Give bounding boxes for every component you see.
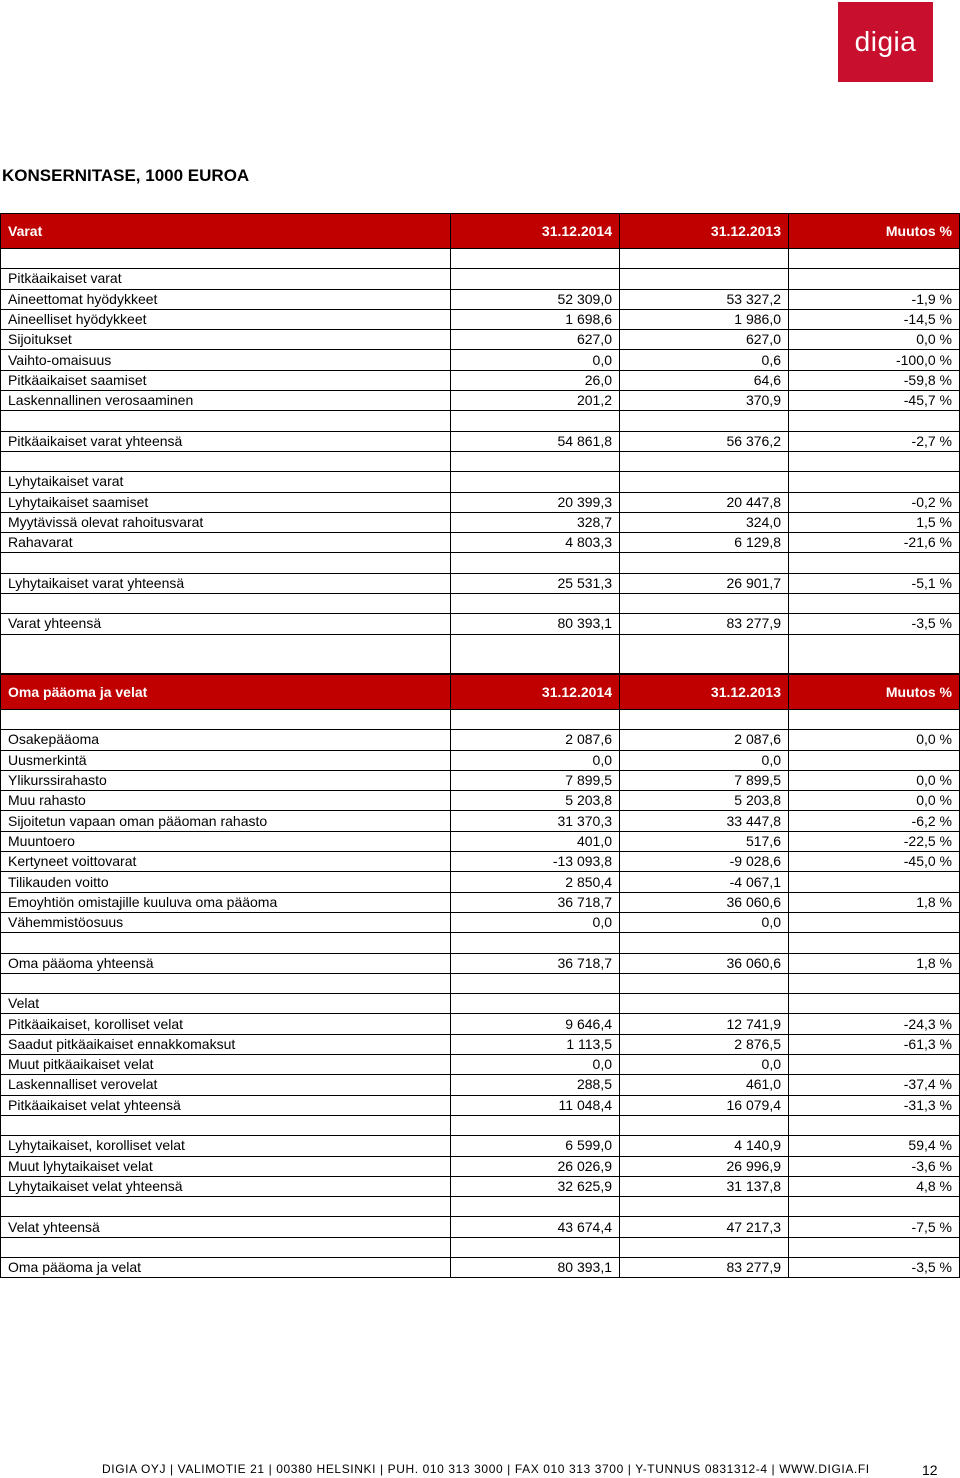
row-value bbox=[451, 451, 620, 471]
row-value: -9 028,6 bbox=[620, 852, 789, 872]
row-value: 0,0 bbox=[620, 912, 789, 932]
row-label bbox=[1, 553, 451, 573]
row-value: 0,6 bbox=[620, 350, 789, 370]
table-row bbox=[1, 370, 960, 390]
row-label bbox=[1, 451, 451, 471]
table-row bbox=[1, 269, 960, 289]
row-label: Muuntoero bbox=[1, 831, 451, 851]
row-value bbox=[620, 973, 789, 993]
table-row bbox=[1, 594, 960, 614]
row-value bbox=[789, 973, 960, 993]
row-value: 36 060,6 bbox=[620, 892, 789, 912]
table-row bbox=[1, 512, 960, 532]
table-row bbox=[1, 852, 960, 872]
row-label: Pitkäaikaiset varat bbox=[1, 269, 451, 289]
row-value: 0,0 bbox=[620, 750, 789, 770]
table-row bbox=[1, 1055, 960, 1075]
row-value: 0,0 % bbox=[789, 730, 960, 750]
row-value: 9 646,4 bbox=[451, 1014, 620, 1034]
row-label: Osakepääoma bbox=[1, 730, 451, 750]
row-label bbox=[1, 933, 451, 953]
row-value: 56 376,2 bbox=[620, 431, 789, 451]
table-row bbox=[1, 811, 960, 831]
table-row bbox=[1, 1095, 960, 1115]
row-value: 43 674,4 bbox=[451, 1217, 620, 1237]
table-row bbox=[1, 431, 960, 451]
row-value: 7 899,5 bbox=[451, 770, 620, 790]
table-row bbox=[1, 533, 960, 553]
row-value: 32 625,9 bbox=[451, 1176, 620, 1196]
row-value bbox=[451, 269, 620, 289]
equity-header-cell: Muutos % bbox=[789, 675, 960, 710]
row-value: -5,1 % bbox=[789, 573, 960, 593]
row-value: 7 899,5 bbox=[620, 770, 789, 790]
row-value bbox=[451, 411, 620, 431]
row-value bbox=[789, 1055, 960, 1075]
row-value: -31,3 % bbox=[789, 1095, 960, 1115]
row-value bbox=[620, 472, 789, 492]
row-label: Lyhytaikaiset, korolliset velat bbox=[1, 1136, 451, 1156]
row-value: 0,0 % bbox=[789, 791, 960, 811]
equity-header-cell: Oma pääoma ja velat bbox=[1, 675, 451, 710]
row-label bbox=[1, 973, 451, 993]
row-value: 36 718,7 bbox=[451, 953, 620, 973]
row-value: -3,6 % bbox=[789, 1156, 960, 1176]
row-label: Uusmerkintä bbox=[1, 750, 451, 770]
row-value bbox=[789, 1197, 960, 1217]
row-label: Lyhytaikaiset varat bbox=[1, 472, 451, 492]
row-label: Saadut pitkäaikaiset ennakkomaksut bbox=[1, 1034, 451, 1054]
page-number: 12 bbox=[922, 1462, 938, 1478]
row-value: 401,0 bbox=[451, 831, 620, 851]
row-value bbox=[789, 451, 960, 471]
row-value bbox=[789, 269, 960, 289]
row-label: Emoyhtiön omistajille kuuluva oma pääoma bbox=[1, 892, 451, 912]
row-value: 2 850,4 bbox=[451, 872, 620, 892]
row-label: Lyhytaikaiset saamiset bbox=[1, 492, 451, 512]
logo-text: digia bbox=[854, 26, 917, 57]
row-value: -6,2 % bbox=[789, 811, 960, 831]
row-value: -45,0 % bbox=[789, 852, 960, 872]
row-value bbox=[789, 750, 960, 770]
row-value: 26 026,9 bbox=[451, 1156, 620, 1176]
table-row bbox=[1, 1237, 960, 1257]
row-value: -100,0 % bbox=[789, 350, 960, 370]
table-row bbox=[1, 391, 960, 411]
table-row bbox=[1, 1217, 960, 1237]
row-value bbox=[451, 1197, 620, 1217]
equity-header-row bbox=[1, 675, 960, 710]
row-label bbox=[1, 1115, 451, 1135]
row-value: 328,7 bbox=[451, 512, 620, 532]
row-label: Rahavarat bbox=[1, 533, 451, 553]
row-value: 16 079,4 bbox=[620, 1095, 789, 1115]
row-value: 54 861,8 bbox=[451, 431, 620, 451]
digia-logo bbox=[838, 2, 933, 82]
assets-header-cell: Muutos % bbox=[789, 214, 960, 249]
row-value: 59,4 % bbox=[789, 1136, 960, 1156]
row-value bbox=[620, 933, 789, 953]
row-value: 0,0 bbox=[451, 350, 620, 370]
row-value: 201,2 bbox=[451, 391, 620, 411]
row-label: Kertyneet voittovarat bbox=[1, 852, 451, 872]
row-label: Vähemmistöosuus bbox=[1, 912, 451, 932]
row-value: 6 599,0 bbox=[451, 1136, 620, 1156]
assets-header-cell: 31.12.2013 bbox=[620, 214, 789, 249]
row-value: -0,2 % bbox=[789, 492, 960, 512]
row-value bbox=[620, 411, 789, 431]
row-value: 2 087,6 bbox=[451, 730, 620, 750]
row-value bbox=[620, 1197, 789, 1217]
row-value: 26 996,9 bbox=[620, 1156, 789, 1176]
row-label: Aineelliset hyödykkeet bbox=[1, 309, 451, 329]
row-value bbox=[451, 1115, 620, 1135]
row-value bbox=[789, 1237, 960, 1257]
row-label: Pitkäaikaiset, korolliset velat bbox=[1, 1014, 451, 1034]
table-row bbox=[1, 309, 960, 329]
table-row bbox=[1, 831, 960, 851]
row-value: 1,8 % bbox=[789, 892, 960, 912]
row-value: 1 113,5 bbox=[451, 1034, 620, 1054]
row-value: 52 309,0 bbox=[451, 289, 620, 309]
row-value: 1 986,0 bbox=[620, 309, 789, 329]
row-value: 4,8 % bbox=[789, 1176, 960, 1196]
row-value bbox=[620, 1237, 789, 1257]
row-value: -21,6 % bbox=[789, 533, 960, 553]
row-label: Muut pitkäaikaiset velat bbox=[1, 1055, 451, 1075]
row-value: 83 277,9 bbox=[620, 614, 789, 634]
row-value: 83 277,9 bbox=[620, 1258, 789, 1278]
row-label: Sijoitetun vapaan oman pääoman rahasto bbox=[1, 811, 451, 831]
row-value: -1,9 % bbox=[789, 289, 960, 309]
row-value: -22,5 % bbox=[789, 831, 960, 851]
spacer-row bbox=[1, 710, 960, 730]
row-value: 20 399,3 bbox=[451, 492, 620, 512]
row-value: 5 203,8 bbox=[620, 791, 789, 811]
table-row bbox=[1, 730, 960, 750]
row-value bbox=[451, 594, 620, 614]
row-value bbox=[789, 553, 960, 573]
row-value: -13 093,8 bbox=[451, 852, 620, 872]
table-row bbox=[1, 1014, 960, 1034]
row-label bbox=[1, 1237, 451, 1257]
table-row bbox=[1, 411, 960, 431]
row-value: -3,5 % bbox=[789, 614, 960, 634]
row-value: 0,0 % bbox=[789, 770, 960, 790]
row-value bbox=[620, 1115, 789, 1135]
assets-header-cell: Varat bbox=[1, 214, 451, 249]
row-value bbox=[789, 933, 960, 953]
table-row bbox=[1, 289, 960, 309]
equity-liabilities-table bbox=[0, 674, 960, 1278]
row-value: 0,0 % bbox=[789, 330, 960, 350]
row-value bbox=[620, 269, 789, 289]
row-value: 20 447,8 bbox=[620, 492, 789, 512]
row-label: Pitkäaikaiset velat yhteensä bbox=[1, 1095, 451, 1115]
row-value: 0,0 bbox=[620, 1055, 789, 1075]
table-row bbox=[1, 1258, 960, 1278]
page-title: KONSERNITASE, 1000 EUROA bbox=[2, 166, 250, 185]
table-row bbox=[1, 892, 960, 912]
row-label: Oma pääoma yhteensä bbox=[1, 953, 451, 973]
table-row bbox=[1, 1115, 960, 1135]
row-value bbox=[451, 994, 620, 1014]
row-value: 26 901,7 bbox=[620, 573, 789, 593]
row-label: Oma pääoma ja velat bbox=[1, 1258, 451, 1278]
row-value: 11 048,4 bbox=[451, 1095, 620, 1115]
row-label: Aineettomat hyödykkeet bbox=[1, 289, 451, 309]
row-value: -45,7 % bbox=[789, 391, 960, 411]
row-value: 36 060,6 bbox=[620, 953, 789, 973]
table-row bbox=[1, 472, 960, 492]
row-value: -14,5 % bbox=[789, 309, 960, 329]
row-value: 26,0 bbox=[451, 370, 620, 390]
table-row bbox=[1, 953, 960, 973]
row-label bbox=[1, 594, 451, 614]
row-value: 4 140,9 bbox=[620, 1136, 789, 1156]
row-value bbox=[620, 594, 789, 614]
row-label: Lyhytaikaiset varat yhteensä bbox=[1, 573, 451, 593]
table-row bbox=[1, 492, 960, 512]
row-label bbox=[1, 411, 451, 431]
row-value bbox=[451, 973, 620, 993]
row-value: 80 393,1 bbox=[451, 1258, 620, 1278]
table-row bbox=[1, 1156, 960, 1176]
row-value: -61,3 % bbox=[789, 1034, 960, 1054]
table-row bbox=[1, 1197, 960, 1217]
row-value: 25 531,3 bbox=[451, 573, 620, 593]
assets-header-row bbox=[1, 214, 960, 249]
row-label: Ylikurssirahasto bbox=[1, 770, 451, 790]
row-label: Varat yhteensä bbox=[1, 614, 451, 634]
row-value: -7,5 % bbox=[789, 1217, 960, 1237]
row-value: 627,0 bbox=[620, 330, 789, 350]
row-label bbox=[1, 1197, 451, 1217]
row-value: 627,0 bbox=[451, 330, 620, 350]
row-value bbox=[789, 872, 960, 892]
row-label: Velat bbox=[1, 994, 451, 1014]
row-value bbox=[620, 994, 789, 1014]
row-value: 5 203,8 bbox=[451, 791, 620, 811]
row-value: -4 067,1 bbox=[620, 872, 789, 892]
row-value: 2 087,6 bbox=[620, 730, 789, 750]
assets-table bbox=[0, 213, 960, 674]
row-value: 461,0 bbox=[620, 1075, 789, 1095]
row-label: Vaihto-omaisuus bbox=[1, 350, 451, 370]
row-label: Sijoitukset bbox=[1, 330, 451, 350]
equity-header-cell: 31.12.2013 bbox=[620, 675, 789, 710]
table-row bbox=[1, 791, 960, 811]
table-row bbox=[1, 573, 960, 593]
row-value: 0,0 bbox=[451, 750, 620, 770]
row-label: Muu rahasto bbox=[1, 791, 451, 811]
table-row bbox=[1, 330, 960, 350]
row-value: -37,4 % bbox=[789, 1075, 960, 1095]
row-value: 33 447,8 bbox=[620, 811, 789, 831]
row-value: 1,5 % bbox=[789, 512, 960, 532]
table-row bbox=[1, 973, 960, 993]
table-row bbox=[1, 933, 960, 953]
row-label: Lyhytaikaiset velat yhteensä bbox=[1, 1176, 451, 1196]
row-value: 288,5 bbox=[451, 1075, 620, 1095]
table-row bbox=[1, 994, 960, 1014]
footer-contact-info: DIGIA OYJ | VALIMOTIE 21 | 00380 HELSINKI | PUH. 010 313 3000 | FAX 010 313 3700 | Y-TUNNUS 0831312-4 | WWW.DIGIA.FI bbox=[102, 1462, 870, 1476]
row-value bbox=[451, 553, 620, 573]
row-value: 370,9 bbox=[620, 391, 789, 411]
row-value: 2 876,5 bbox=[620, 1034, 789, 1054]
spacer-row bbox=[1, 249, 960, 269]
row-value: 31 370,3 bbox=[451, 811, 620, 831]
row-value bbox=[451, 472, 620, 492]
table-row bbox=[1, 553, 960, 573]
assets-header-cell: 31.12.2014 bbox=[451, 214, 620, 249]
row-value: 517,6 bbox=[620, 831, 789, 851]
row-value bbox=[789, 411, 960, 431]
row-value: 31 137,8 bbox=[620, 1176, 789, 1196]
row-value bbox=[789, 912, 960, 932]
spacer-row bbox=[1, 634, 960, 673]
row-value: -24,3 % bbox=[789, 1014, 960, 1034]
row-value: 47 217,3 bbox=[620, 1217, 789, 1237]
table-row bbox=[1, 750, 960, 770]
row-label: Myytävissä olevat rahoitusvarat bbox=[1, 512, 451, 532]
row-value: 80 393,1 bbox=[451, 614, 620, 634]
row-label: Velat yhteensä bbox=[1, 1217, 451, 1237]
row-value bbox=[789, 594, 960, 614]
table-row bbox=[1, 451, 960, 471]
row-value: 4 803,3 bbox=[451, 533, 620, 553]
table-row bbox=[1, 770, 960, 790]
row-value bbox=[620, 553, 789, 573]
row-label: Tilikauden voitto bbox=[1, 872, 451, 892]
row-value bbox=[789, 472, 960, 492]
row-value: 0,0 bbox=[451, 912, 620, 932]
table-row bbox=[1, 872, 960, 892]
row-value: -3,5 % bbox=[789, 1258, 960, 1278]
row-value: 324,0 bbox=[620, 512, 789, 532]
equity-header-cell: 31.12.2014 bbox=[451, 675, 620, 710]
row-value: 64,6 bbox=[620, 370, 789, 390]
row-value bbox=[789, 994, 960, 1014]
row-value: 0,0 bbox=[451, 1055, 620, 1075]
table-row bbox=[1, 1136, 960, 1156]
row-value: -59,8 % bbox=[789, 370, 960, 390]
table-row bbox=[1, 614, 960, 634]
row-value: 1,8 % bbox=[789, 953, 960, 973]
row-label: Laskennalliset verovelat bbox=[1, 1075, 451, 1095]
row-value: 36 718,7 bbox=[451, 892, 620, 912]
row-value: 53 327,2 bbox=[620, 289, 789, 309]
row-label: Muut lyhytaikaiset velat bbox=[1, 1156, 451, 1176]
row-label: Laskennallinen verosaaminen bbox=[1, 391, 451, 411]
row-value: 6 129,8 bbox=[620, 533, 789, 553]
table-row bbox=[1, 1075, 960, 1095]
row-value bbox=[789, 1115, 960, 1135]
row-value bbox=[451, 933, 620, 953]
row-value: 1 698,6 bbox=[451, 309, 620, 329]
row-value: -2,7 % bbox=[789, 431, 960, 451]
row-label: Pitkäaikaiset varat yhteensä bbox=[1, 431, 451, 451]
row-value: 12 741,9 bbox=[620, 1014, 789, 1034]
table-row bbox=[1, 350, 960, 370]
row-label: Pitkäaikaiset saamiset bbox=[1, 370, 451, 390]
row-value bbox=[620, 451, 789, 471]
table-row bbox=[1, 1034, 960, 1054]
table-row bbox=[1, 912, 960, 932]
row-value bbox=[451, 1237, 620, 1257]
table-row bbox=[1, 1176, 960, 1196]
